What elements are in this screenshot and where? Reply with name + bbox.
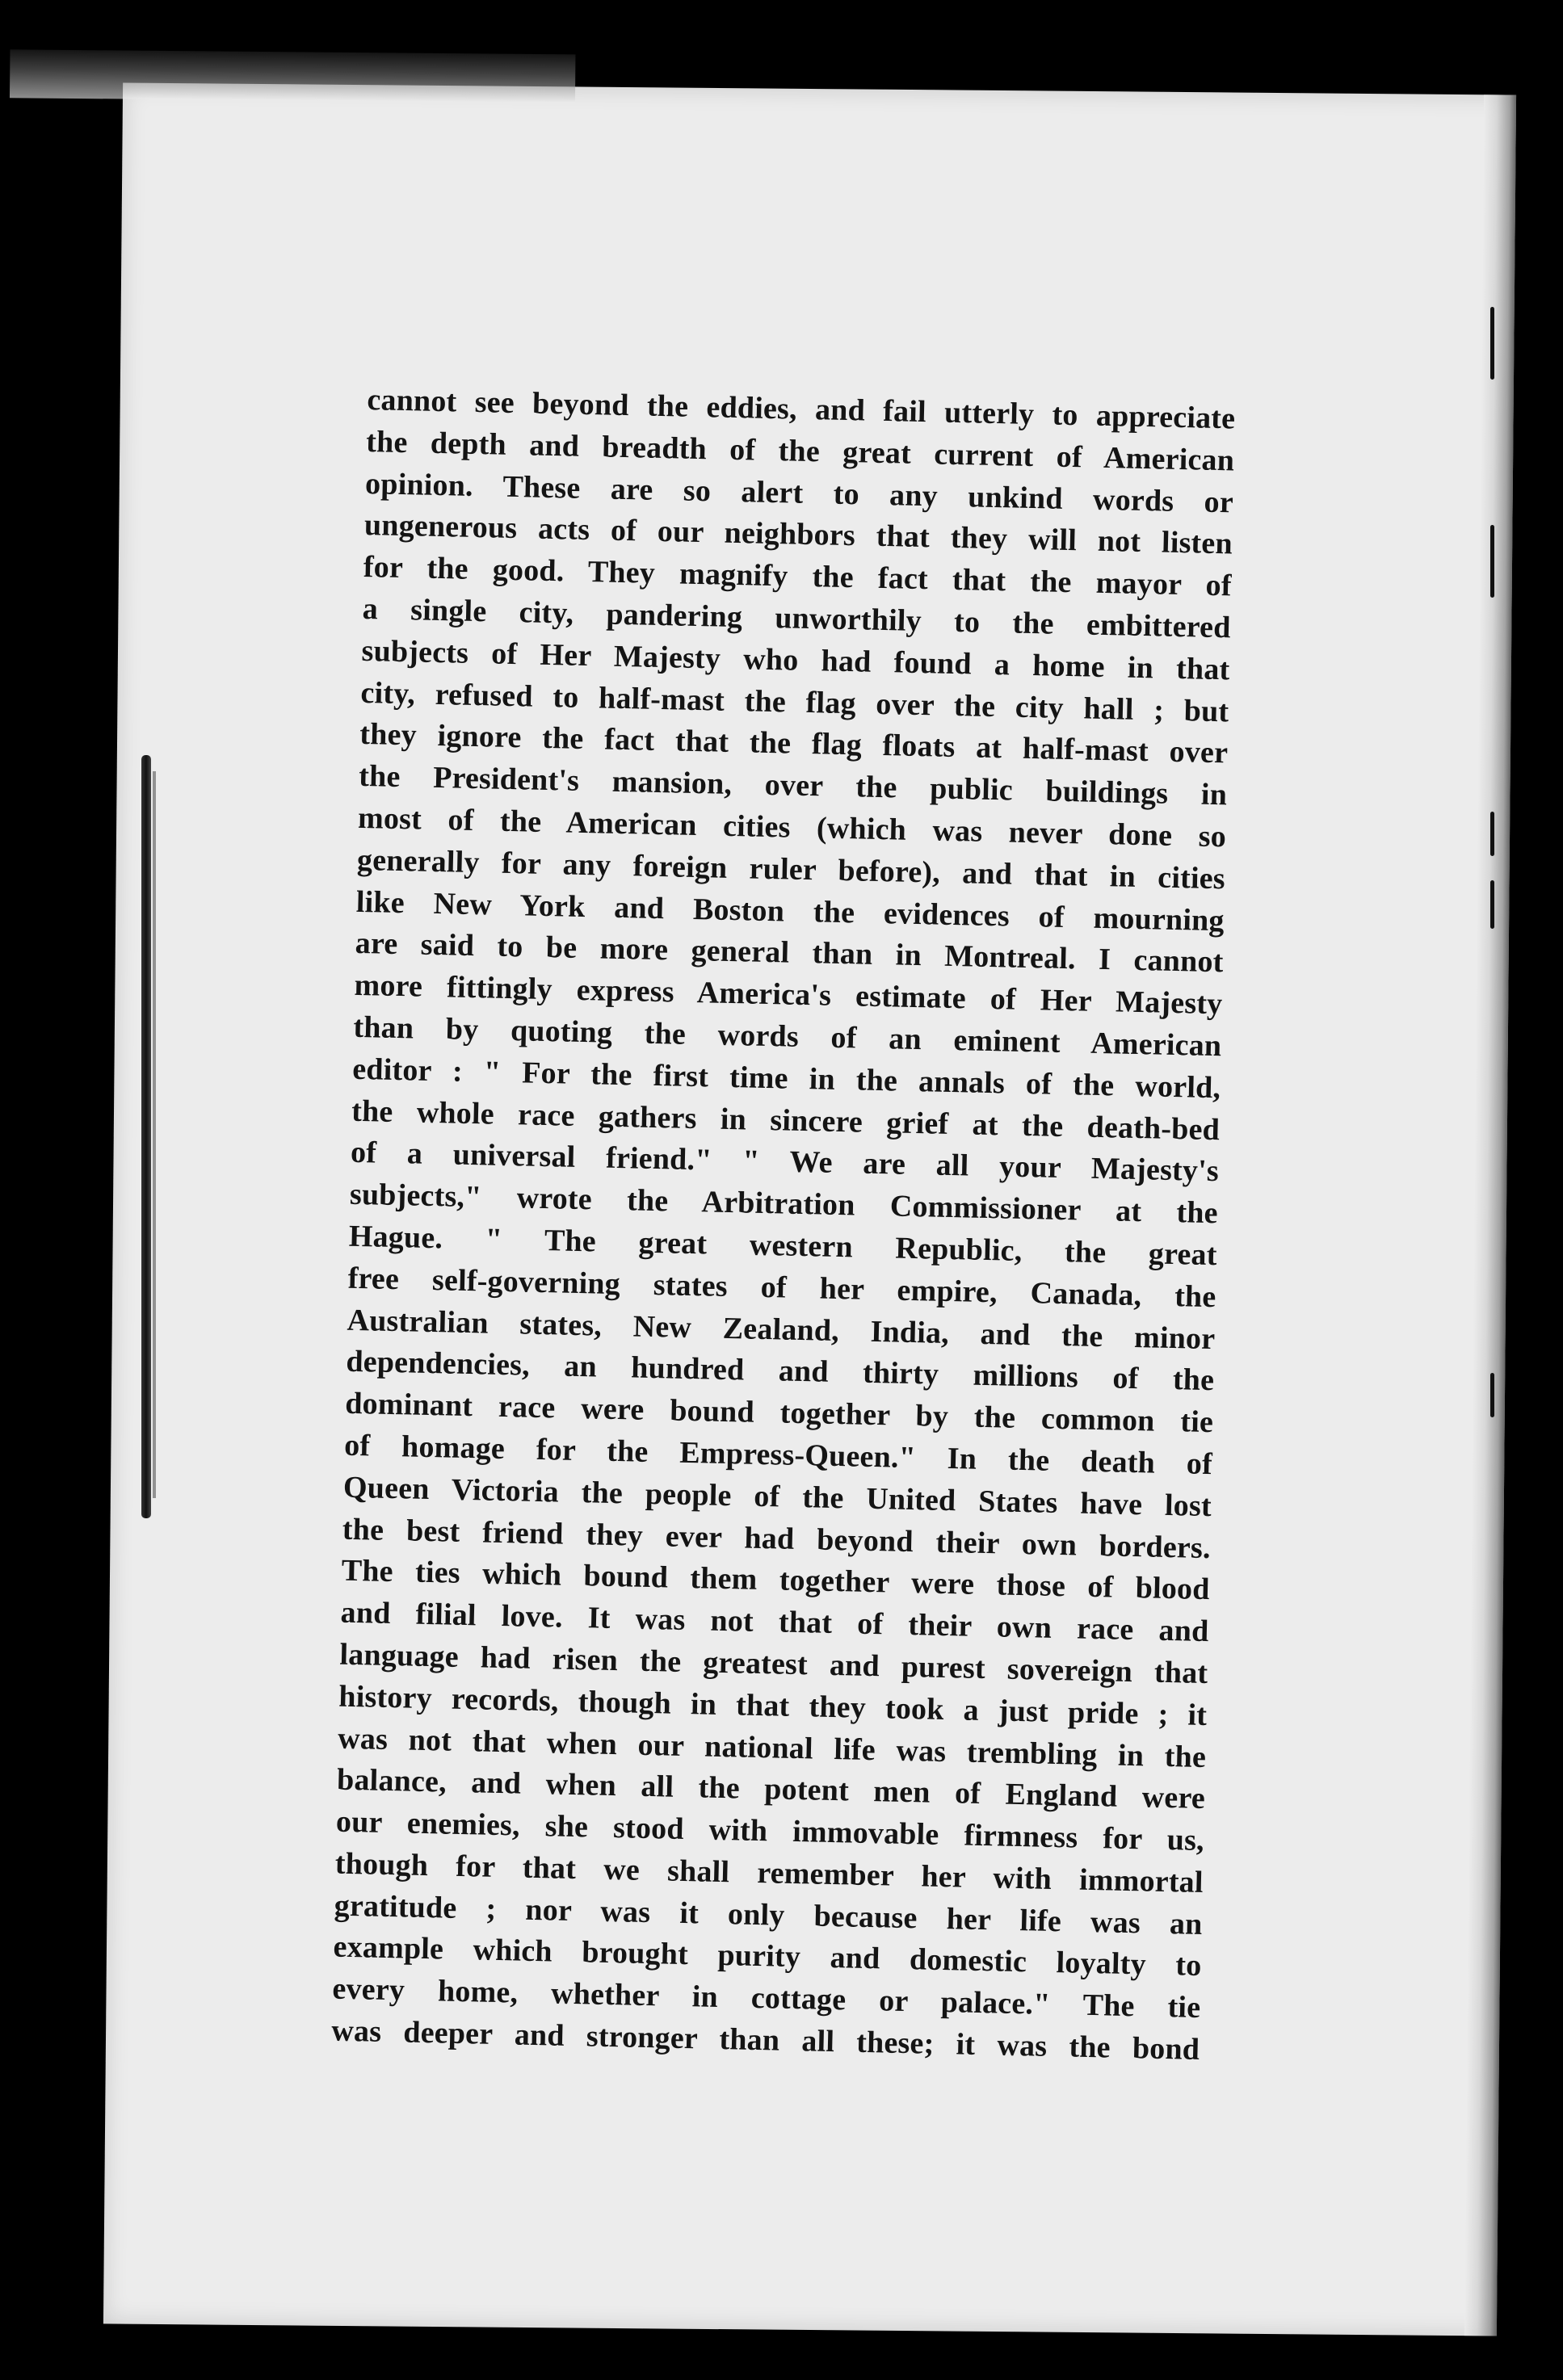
text-line: our enemies, she stood with immovable firmness for us,	[335, 1804, 1205, 1858]
text-line: the depth and breadth of the great current of American	[365, 424, 1235, 478]
edge-mark	[1490, 812, 1494, 856]
text-line: Australian states, New Zealand, India, and the minor	[347, 1303, 1216, 1356]
text-line: for the good. They magnify the fact that the mayor of	[363, 550, 1233, 603]
text-line: dependencies, an hundred and thirty millions of the	[346, 1345, 1215, 1398]
text-line: gratitude ; nor was it only because her life was an	[334, 1888, 1203, 1941]
body-text	[331, 380, 1236, 2071]
text-line: The ties which bound them together were those of blood	[341, 1553, 1211, 1607]
text-line: most of the American cities (which was never done so	[357, 800, 1227, 854]
text-line: the President's mansion, over the public buildings in	[358, 759, 1228, 812]
text-line: like New York and Boston the evidences of mourning	[355, 884, 1225, 938]
text-line: dominant race were bound together by the common tie	[344, 1386, 1214, 1440]
edge-mark	[1490, 1373, 1494, 1417]
text-line: generally for any foreign ruler before), and that in cities	[356, 842, 1226, 896]
text-line: Hague. " The great western Republic, the great	[348, 1219, 1218, 1273]
text-line: of homage for the Empress-Queen." In the death of	[343, 1428, 1213, 1482]
text-line: example which brought purity and domestic loyalty to	[333, 1930, 1202, 1983]
text-line: than by quoting the words of an eminent American	[353, 1010, 1222, 1064]
text-line: though for that we shall remember her with immortal	[334, 1846, 1204, 1899]
edge-mark	[1490, 525, 1494, 598]
text-line: opinion. These are so alert to any unkind words or	[364, 466, 1234, 520]
text-line: was not that when our national life was trembling in the	[337, 1721, 1207, 1774]
text-line: Queen Victoria the people of the United States have lost	[342, 1470, 1212, 1523]
text-line: editor : " For the first time in the annals of the world,	[351, 1051, 1221, 1105]
text-line: of a universal friend." " We are all your Majesty's	[350, 1135, 1220, 1189]
text-line: a single city, pandering unworthily to the embittered	[362, 591, 1232, 645]
text-line: was deeper and stronger than all these; it was the bond	[330, 2013, 1200, 2067]
text-line: subjects of Her Majesty who had found a home in that	[361, 633, 1230, 687]
text-line: balance, and when all the potent men of England were	[336, 1762, 1206, 1816]
text-line: cannot see beyond the eddies, and fail utterly to appreciate	[366, 382, 1236, 436]
right-edge-marks	[1490, 0, 1498, 2380]
edge-mark	[1490, 307, 1494, 380]
binding-stitch-mark	[141, 755, 151, 1518]
text-line: more fittingly express America's estimate of Her Majesty	[354, 968, 1223, 1022]
text-line: the whole race gathers in sincere grief at the death-bed	[351, 1093, 1221, 1147]
text-line: and filial love. It was not that of their own race and	[340, 1595, 1209, 1649]
text-line: free self-governing states of her empire, Canada, the	[347, 1261, 1216, 1314]
text-line: they ignore the fact that the flag floats at half-mast over	[359, 717, 1229, 770]
text-line: history records, though in that they took a just pride ; it	[338, 1679, 1208, 1732]
text-line: language had risen the greatest and purest sovereign that	[339, 1637, 1208, 1690]
text-line: the best friend they ever had beyond their own borders.	[342, 1512, 1212, 1565]
text-line: every home, whether in cottage or palace." The tie	[332, 1971, 1201, 2025]
text-line: are said to be more general than in Montreal. I cannot	[355, 926, 1224, 980]
edge-mark	[1490, 880, 1494, 929]
text-line: subjects," wrote the Arbitration Commissioner at the	[349, 1177, 1219, 1231]
text-line: ungenerous acts of our neighbors that they will not listen	[363, 508, 1233, 561]
text-line: city, refused to half-mast the flag over the city hall ; but	[360, 675, 1229, 728]
page-top-edge	[10, 49, 575, 103]
